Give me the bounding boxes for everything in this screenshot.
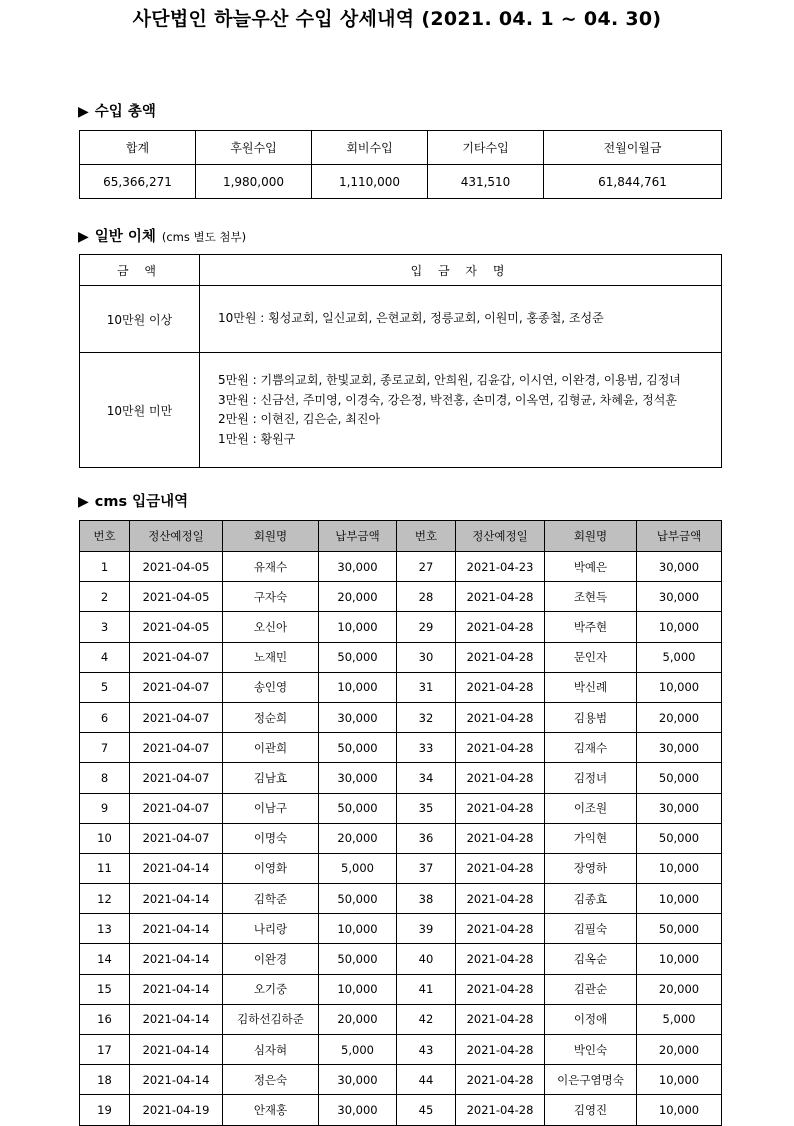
- summary-value-row: [80, 165, 722, 199]
- table-row: [80, 884, 722, 914]
- cms-cell-amount: 30,000: [319, 552, 397, 582]
- cms-cell-amount: 10,000: [637, 1095, 722, 1125]
- cms-cell-member: 박주현: [545, 612, 637, 642]
- cms-cell-member: 문인자: [545, 642, 637, 672]
- transfer-header-row: [80, 255, 722, 286]
- cms-cell-date: 2021-04-05: [130, 552, 223, 582]
- cms-cell-date: 2021-04-28: [456, 914, 545, 944]
- cms-cell-no: 39: [397, 914, 456, 944]
- cms-cell-no: 16: [80, 1004, 130, 1034]
- cms-cell-amount: 10,000: [637, 853, 722, 883]
- donor-line: 5만원 : 기쁨의교회, 한빛교회, 종로교회, 안희원, 김윤갑, 이시연, 이완경, 이용범, 김정녀: [218, 373, 681, 387]
- cms-header-cell: 번호: [80, 521, 130, 552]
- cms-cell-date: 2021-04-14: [130, 853, 223, 883]
- pointer-triangle-icon: ▶: [78, 229, 89, 245]
- transfer-amount-cell: 10만원 미만: [80, 353, 200, 468]
- table-row: [80, 733, 722, 763]
- cms-cell-no: 12: [80, 884, 130, 914]
- table-row: [80, 823, 722, 853]
- cms-cell-member: 김정녀: [545, 763, 637, 793]
- cms-cell-date: 2021-04-19: [130, 1095, 223, 1125]
- table-row: [80, 612, 722, 642]
- cms-cell-date: 2021-04-23: [456, 552, 545, 582]
- cms-cell-member: 김하선김하준: [223, 1004, 319, 1034]
- transfer-header-cell: 금 액: [80, 255, 200, 286]
- cms-cell-date: 2021-04-07: [130, 763, 223, 793]
- cms-cell-amount: 50,000: [319, 944, 397, 974]
- cms-cell-date: 2021-04-07: [130, 793, 223, 823]
- transfer-names-cell: [200, 353, 722, 468]
- cms-cell-date: 2021-04-05: [130, 612, 223, 642]
- donor-line: 10만원 : 횡성교회, 일신교회, 은현교회, 정릉교회, 이원미, 홍종철, 조성준: [218, 311, 604, 326]
- table-row: [80, 1004, 722, 1034]
- cms-cell-member: 이영화: [223, 853, 319, 883]
- cms-cell-date: 2021-04-07: [130, 672, 223, 702]
- cms-cell-date: 2021-04-14: [130, 1035, 223, 1065]
- summary-header-cell: 기타수입: [428, 131, 544, 165]
- cms-cell-no: 31: [397, 672, 456, 702]
- cms-cell-no: 10: [80, 823, 130, 853]
- cms-header-cell: 회원명: [223, 521, 319, 552]
- cms-cell-member: 이관희: [223, 733, 319, 763]
- cms-cell-amount: 5,000: [637, 642, 722, 672]
- cms-cell-no: 7: [80, 733, 130, 763]
- summary-value-cell: 431,510: [428, 165, 544, 199]
- cms-cell-member: 김종효: [545, 884, 637, 914]
- cms-cell-member: 정순희: [223, 702, 319, 732]
- pointer-triangle-icon: ▶: [78, 494, 89, 510]
- cms-cell-no: 1: [80, 552, 130, 582]
- cms-cell-no: 37: [397, 853, 456, 883]
- donor-line: 2만원 : 이현진, 김은순, 최진아: [218, 412, 381, 426]
- table-row: [80, 914, 722, 944]
- transfer-header-cell: 입 금 자 명: [200, 255, 722, 286]
- cms-cell-date: 2021-04-07: [130, 823, 223, 853]
- cms-cell-no: 45: [397, 1095, 456, 1125]
- cms-cell-member: 송인영: [223, 672, 319, 702]
- cms-cell-amount: 50,000: [319, 793, 397, 823]
- cms-cell-member: 김필숙: [545, 914, 637, 944]
- table-row: [80, 1095, 722, 1125]
- cms-cell-amount: 5,000: [319, 853, 397, 883]
- table-row: [80, 582, 722, 612]
- cms-cell-no: 34: [397, 763, 456, 793]
- cms-cell-member: 오기중: [223, 974, 319, 1004]
- cms-cell-date: 2021-04-14: [130, 1004, 223, 1034]
- cms-cell-amount: 10,000: [637, 672, 722, 702]
- cms-cell-amount: 20,000: [319, 823, 397, 853]
- cms-cell-date: 2021-04-07: [130, 733, 223, 763]
- cms-cell-member: 이정애: [545, 1004, 637, 1034]
- cms-cell-date: 2021-04-14: [130, 914, 223, 944]
- cms-cell-amount: 10,000: [319, 612, 397, 642]
- cms-cell-amount: 30,000: [637, 552, 722, 582]
- summary-value-cell: 1,110,000: [312, 165, 428, 199]
- table-row: [80, 552, 722, 582]
- transfer-heading-note: (cms 별도 첨부): [161, 230, 247, 244]
- cms-cell-amount: 50,000: [319, 642, 397, 672]
- cms-cell-no: 28: [397, 582, 456, 612]
- cms-cell-no: 6: [80, 702, 130, 732]
- cms-cell-date: 2021-04-28: [456, 702, 545, 732]
- cms-cell-amount: 10,000: [637, 944, 722, 974]
- table-row: [80, 853, 722, 883]
- cms-cell-date: 2021-04-28: [456, 944, 545, 974]
- transfer-row: [80, 286, 722, 353]
- cms-cell-member: 나리랑: [223, 914, 319, 944]
- cms-cell-no: 13: [80, 914, 130, 944]
- cms-cell-amount: 50,000: [319, 884, 397, 914]
- cms-header-cell: 납부금액: [637, 521, 722, 552]
- summary-header-cell: 합계: [80, 131, 196, 165]
- cms-cell-no: 38: [397, 884, 456, 914]
- cms-cell-date: 2021-04-28: [456, 612, 545, 642]
- cms-header-cell: 회원명: [545, 521, 637, 552]
- cms-cell-date: 2021-04-28: [456, 853, 545, 883]
- summary-value-cell: 1,980,000: [196, 165, 312, 199]
- cms-cell-no: 9: [80, 793, 130, 823]
- cms-cell-member: 박인숙: [545, 1035, 637, 1065]
- cms-cell-amount: 20,000: [319, 1004, 397, 1034]
- cms-cell-member: 김재수: [545, 733, 637, 763]
- summary-heading: [78, 100, 156, 121]
- cms-cell-no: 33: [397, 733, 456, 763]
- cms-cell-member: 이명숙: [223, 823, 319, 853]
- table-row: [80, 793, 722, 823]
- donor-line: 1만원 : 황원구: [218, 431, 296, 446]
- pointer-triangle-icon: ▶: [78, 104, 89, 120]
- cms-cell-no: 18: [80, 1065, 130, 1095]
- cms-cell-amount: 30,000: [637, 793, 722, 823]
- cms-cell-no: 2: [80, 582, 130, 612]
- summary-value-cell: 65,366,271: [80, 165, 196, 199]
- cms-cell-amount: 50,000: [637, 914, 722, 944]
- cms-cell-no: 17: [80, 1035, 130, 1065]
- cms-cell-amount: 50,000: [637, 823, 722, 853]
- cms-cell-no: 11: [80, 853, 130, 883]
- cms-heading-text: cms 입금내역: [94, 494, 189, 510]
- cms-cell-member: 이은구염명숙: [545, 1065, 637, 1095]
- cms-cell-date: 2021-04-14: [130, 884, 223, 914]
- summary-header-row: [80, 131, 722, 165]
- cms-cell-date: 2021-04-28: [456, 974, 545, 1004]
- table-row: [80, 763, 722, 793]
- cms-cell-member: 이조원: [545, 793, 637, 823]
- cms-cell-amount: 20,000: [637, 1035, 722, 1065]
- cms-cell-amount: 5,000: [637, 1004, 722, 1034]
- transfer-names-cell: [200, 286, 722, 353]
- cms-cell-date: 2021-04-28: [456, 1035, 545, 1065]
- cms-cell-no: 43: [397, 1035, 456, 1065]
- cms-cell-amount: 10,000: [637, 884, 722, 914]
- table-row: [80, 974, 722, 1004]
- cms-cell-member: 유재수: [223, 552, 319, 582]
- cms-cell-no: 8: [80, 763, 130, 793]
- cms-cell-date: 2021-04-28: [456, 823, 545, 853]
- cms-cell-member: 오신아: [223, 612, 319, 642]
- cms-cell-no: 40: [397, 944, 456, 974]
- cms-cell-amount: 10,000: [319, 672, 397, 702]
- cms-cell-no: 29: [397, 612, 456, 642]
- cms-cell-no: 5: [80, 672, 130, 702]
- summary-header-cell: 회비수입: [312, 131, 428, 165]
- cms-cell-no: 3: [80, 612, 130, 642]
- cms-header-row: [80, 521, 722, 552]
- cms-cell-amount: 30,000: [637, 582, 722, 612]
- income-summary-table: [79, 130, 722, 199]
- cms-cell-member: 안재홍: [223, 1095, 319, 1125]
- transfer-amount-cell: 10만원 이상: [80, 286, 200, 353]
- cms-cell-amount: 50,000: [637, 763, 722, 793]
- cms-cell-member: 김옥순: [545, 944, 637, 974]
- cms-cell-date: 2021-04-05: [130, 582, 223, 612]
- cms-header-cell: 정산예정일: [456, 521, 545, 552]
- cms-cell-amount: 50,000: [319, 733, 397, 763]
- cms-cell-date: 2021-04-28: [456, 884, 545, 914]
- cms-cell-member: 정은숙: [223, 1065, 319, 1095]
- cms-cell-no: 30: [397, 642, 456, 672]
- cms-cell-amount: 30,000: [637, 733, 722, 763]
- cms-cell-date: 2021-04-28: [456, 1065, 545, 1095]
- table-row: [80, 1035, 722, 1065]
- cms-cell-member: 가익현: [545, 823, 637, 853]
- cms-cell-no: 15: [80, 974, 130, 1004]
- cms-cell-no: 44: [397, 1065, 456, 1095]
- cms-cell-no: 19: [80, 1095, 130, 1125]
- cms-table-body: [80, 552, 722, 1126]
- cms-cell-date: 2021-04-28: [456, 793, 545, 823]
- cms-cell-amount: 20,000: [637, 974, 722, 1004]
- cms-cell-amount: 30,000: [319, 1065, 397, 1095]
- cms-cell-date: 2021-04-14: [130, 944, 223, 974]
- transfer-heading-text: 일반 이체: [94, 229, 156, 245]
- cms-cell-no: 32: [397, 702, 456, 732]
- cms-cell-amount: 10,000: [319, 914, 397, 944]
- summary-value-cell: 61,844,761: [544, 165, 722, 199]
- cms-deposit-table: [79, 520, 722, 1126]
- cms-cell-member: 박신례: [545, 672, 637, 702]
- cms-cell-no: 42: [397, 1004, 456, 1034]
- cms-cell-date: 2021-04-28: [456, 763, 545, 793]
- cms-cell-date: 2021-04-28: [456, 582, 545, 612]
- cms-cell-date: 2021-04-14: [130, 974, 223, 1004]
- cms-cell-amount: 30,000: [319, 763, 397, 793]
- cms-cell-date: 2021-04-07: [130, 702, 223, 732]
- cms-cell-date: 2021-04-07: [130, 642, 223, 672]
- cms-cell-member: 김용범: [545, 702, 637, 732]
- cms-cell-no: 36: [397, 823, 456, 853]
- cms-cell-member: 김학준: [223, 884, 319, 914]
- cms-cell-member: 장영하: [545, 853, 637, 883]
- table-row: [80, 642, 722, 672]
- cms-cell-amount: 5,000: [319, 1035, 397, 1065]
- cms-header-cell: 정산예정일: [130, 521, 223, 552]
- summary-header-cell: 후원수입: [196, 131, 312, 165]
- cms-cell-no: 41: [397, 974, 456, 1004]
- cms-cell-member: 김영진: [545, 1095, 637, 1125]
- transfer-heading: [78, 225, 246, 246]
- cms-cell-date: 2021-04-28: [456, 733, 545, 763]
- table-row: [80, 702, 722, 732]
- cms-cell-member: 이남구: [223, 793, 319, 823]
- cms-cell-amount: 10,000: [637, 1065, 722, 1095]
- cms-cell-date: 2021-04-14: [130, 1065, 223, 1095]
- table-row: [80, 944, 722, 974]
- summary-header-cell: 전월이월금: [544, 131, 722, 165]
- cms-cell-amount: 20,000: [319, 582, 397, 612]
- cms-cell-date: 2021-04-28: [456, 1095, 545, 1125]
- table-row: [80, 1065, 722, 1095]
- general-transfer-table: [79, 254, 722, 468]
- cms-cell-no: 4: [80, 642, 130, 672]
- cms-header-cell: 납부금액: [319, 521, 397, 552]
- summary-heading-text: 수입 총액: [94, 104, 156, 120]
- cms-cell-date: 2021-04-28: [456, 1004, 545, 1034]
- table-row: [80, 672, 722, 702]
- cms-cell-member: 조현득: [545, 582, 637, 612]
- transfer-row: [80, 353, 722, 468]
- cms-cell-date: 2021-04-28: [456, 642, 545, 672]
- cms-cell-amount: 20,000: [637, 702, 722, 732]
- cms-cell-member: 이완경: [223, 944, 319, 974]
- cms-cell-member: 김관순: [545, 974, 637, 1004]
- cms-cell-date: 2021-04-28: [456, 672, 545, 702]
- cms-cell-member: 노재민: [223, 642, 319, 672]
- cms-cell-amount: 10,000: [637, 612, 722, 642]
- cms-cell-no: 35: [397, 793, 456, 823]
- cms-cell-amount: 10,000: [319, 974, 397, 1004]
- cms-cell-member: 구자숙: [223, 582, 319, 612]
- cms-header-cell: 번호: [397, 521, 456, 552]
- donor-line: 3만원 : 신금선, 주미영, 이경숙, 강은정, 박전홍, 손미경, 이옥연, 김형균, 차혜윤, 정석훈: [218, 392, 677, 407]
- cms-cell-no: 27: [397, 552, 456, 582]
- cms-cell-no: 14: [80, 944, 130, 974]
- cms-heading: [78, 490, 188, 511]
- cms-cell-member: 박예은: [545, 552, 637, 582]
- cms-cell-amount: 30,000: [319, 1095, 397, 1125]
- cms-cell-member: 심자혀: [223, 1035, 319, 1065]
- page-title: 사단법인 하늘우산 수입 상세내역 (2021. 04. 1 ~ 04. 30): [132, 8, 662, 30]
- cms-cell-member: 김남효: [223, 763, 319, 793]
- cms-cell-amount: 30,000: [319, 702, 397, 732]
